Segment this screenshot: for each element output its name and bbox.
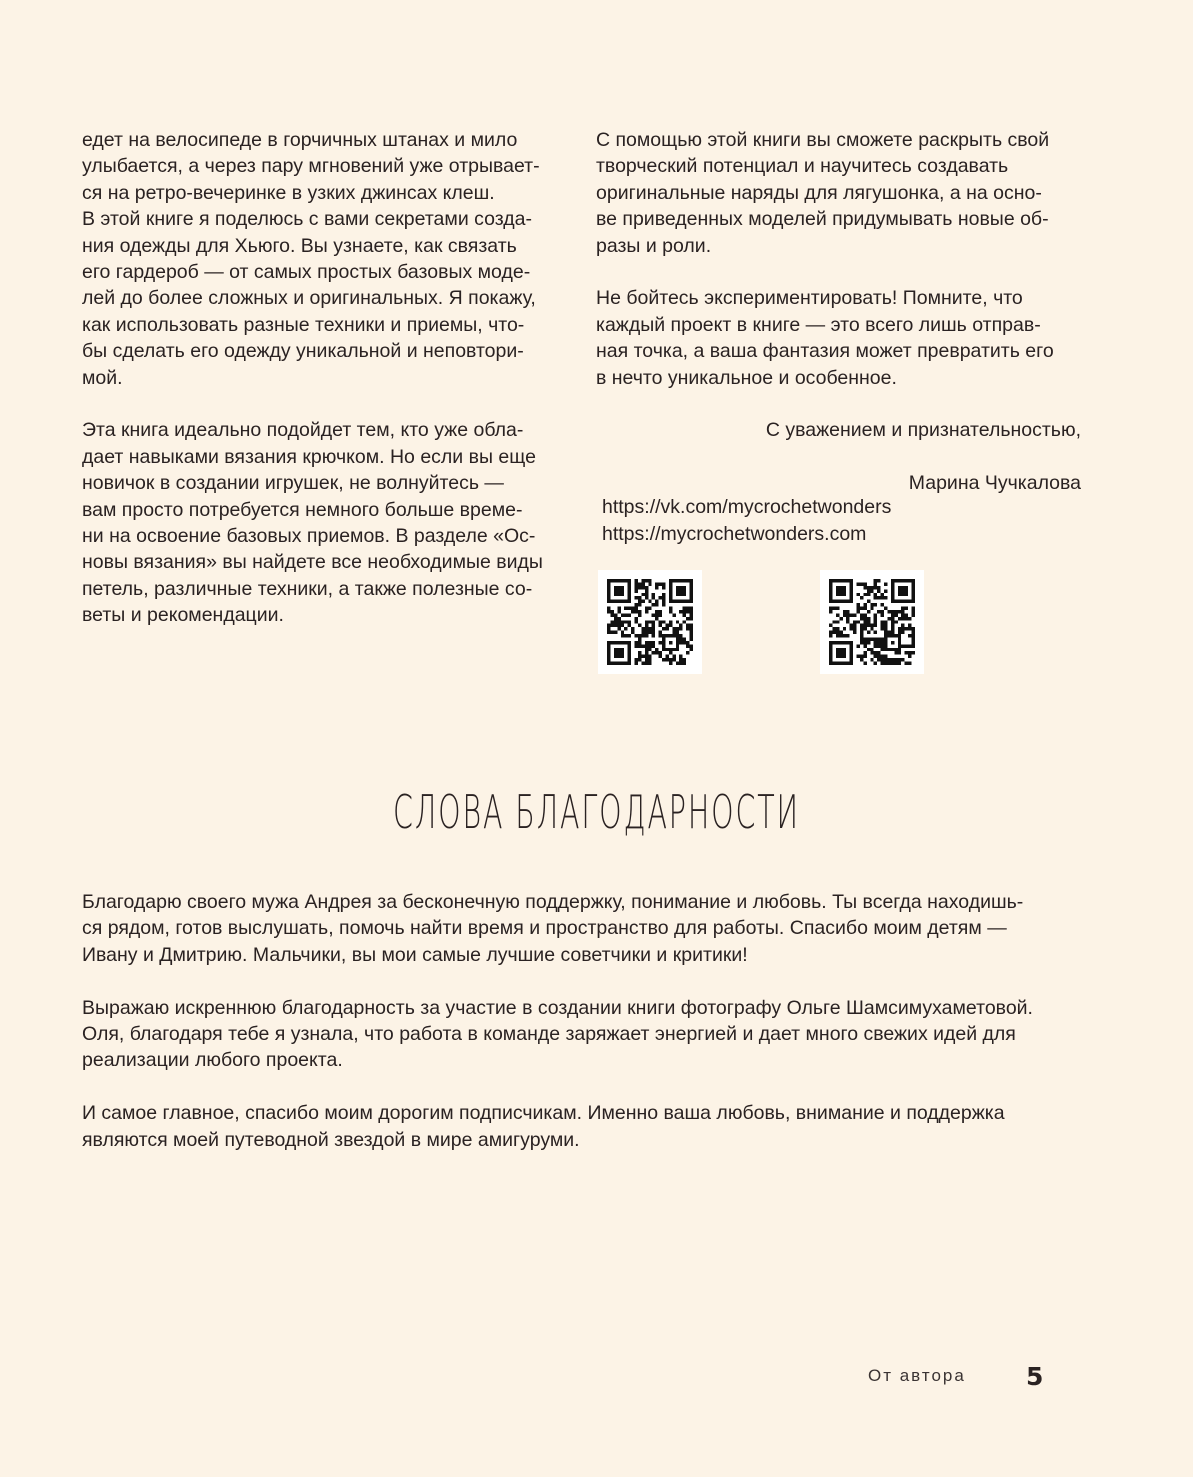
thanks-paragraph-3: И самое главное, спасибо моим дорогим подписчикам. Именно ваша любовь, внимание и поддержка являются моей путеводной звездой в мире амигуруми. (82, 1102, 1005, 1151)
thanks-paragraph-1: Благодарю своего мужа Андрея за бесконечную поддержку, понимание и любовь. Ты всегда находишь- ся рядом, готов выслушать, помочь найти время и пространство для работы. Спасибо моим детям — Ивану и Дмитрию. Мальчики, вы мои самые лучшие советчики и критики! (82, 891, 1024, 966)
right-column (596, 127, 1081, 523)
signoff: С уважением и признательностью, (765, 419, 1081, 442)
qr-code-vk[interactable] (598, 570, 702, 674)
section-title: СЛОВА БЛАГОДАРНОСТИ (393, 785, 800, 839)
site-link[interactable]: https://mycrochetwonders.com (602, 523, 867, 545)
acknowledgements (82, 889, 1082, 1179)
left-column (82, 127, 572, 655)
left-paragraph-2: Эта книга идеально подойдет тем, кто уже обла- дает навыками вязания крючком. Но если вы еще новичок в создании игрушек, не волнуйтесь — вам просто потребуется немного больше време- ни на освоение базовых приемов. В разделе «Ос- новы вязания» вы найдете все необходимые виды петель, различные техники, а также полезные со- веты и рекомендации. (82, 419, 543, 627)
running-footer: От автора (868, 1366, 966, 1385)
vk-link[interactable]: https://vk.com/mycrochetwonders (602, 496, 892, 518)
right-paragraph-1: С помощью этой книги вы сможете раскрыть свой творческий потенциал и научитесь создавать оригинальные наряды для лягушонка, а на осно- ве приведенных моделей придумывать новые об- разы и роли. (596, 129, 1050, 257)
qr-code-site[interactable] (820, 570, 924, 674)
links-block (602, 494, 891, 548)
right-paragraph-2: Не бойтесь экспериментировать! Помните, что каждый проект в книге — это всего лишь отправ- ная точка, а ваша фантазия может превратить его в нечто уникальное и особенное. (596, 287, 1054, 389)
qr-code-icon (607, 579, 693, 665)
left-paragraph-1: едет на велосипеде в горчичных штанах и мило улыбается, а через пару мгновений уже отрывает- ся на ретро-вечеринке в узких джинсах клеш. В этой книге я поделюсь с вами секретами созда- ния одежды для Хьюго. Вы узнаете, как связать его гардероб — от самых простых базовых моде- лей до более сложных и оригинальных. Я покажу, как использовать разные техники и приемы, что- бы сделать его одежду уникальной и неповтори- мой. (82, 129, 540, 389)
qr-code-icon (829, 579, 915, 665)
page-number: 5 (1026, 1362, 1044, 1391)
thanks-paragraph-2: Выражаю искреннюю благодарность за участие в создании книги фотографу Ольге Шамсимухаметовой. Оля, благодаря тебе я узнала, что работа в команде заряжает энергией и дает много свежих идей для реализации любого проекта. (82, 996, 1033, 1072)
author-name: Марина Чучкалова (908, 472, 1081, 495)
